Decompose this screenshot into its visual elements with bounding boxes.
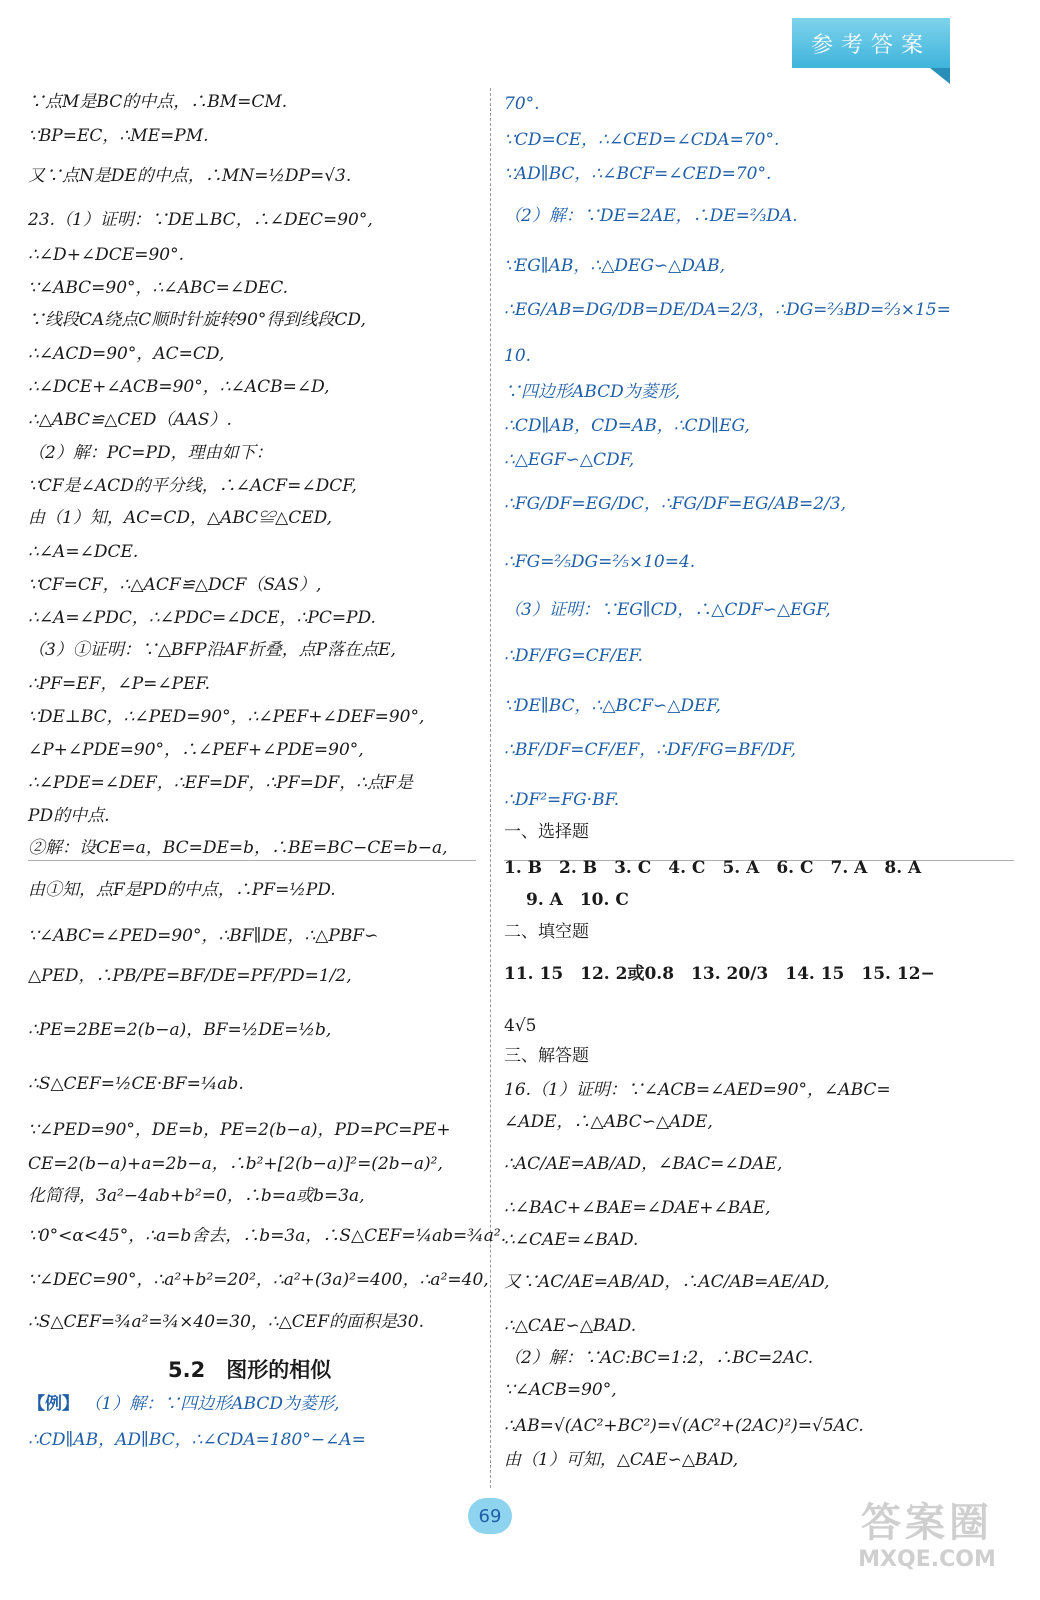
choice-answers-line: 1. B 2. B 3. C 4. C 5. A 6. C 7. A 8. A	[504, 858, 922, 878]
text-line: （3）证明：∵EG∥CD，∴△CDF∽△EGF,	[504, 600, 831, 620]
text-line: ∵四边形ABCD为菱形,	[504, 382, 681, 402]
text-line: 又∵AC/AE=AB/AD，∴AC/AB=AE/AD,	[504, 1272, 830, 1292]
text-line: ∠ADE，∴△ABC∽△ADE,	[504, 1112, 713, 1132]
text-line: ∴∠CAE=∠BAD.	[504, 1230, 639, 1250]
text-line: ∵BP=EC，∴ME=PM.	[28, 126, 209, 146]
text-line: ∴△EGF∽△CDF,	[504, 450, 635, 470]
text-line: ∵∠ABC=∠PED=90°，∴BF∥DE，∴△PBF∽	[28, 926, 379, 946]
text-line: ∵CF是∠ACD的平分线，∴∠ACF=∠DCF,	[28, 476, 357, 496]
fill-section-title: 二、填空题	[504, 922, 589, 942]
text-line: ∵EG∥AB，∴△DEG∽△DAB,	[504, 256, 726, 276]
text-line: （2）解：PC=PD，理由如下：	[28, 443, 273, 463]
text-line: ∴∠A=∠PDC，∴∠PDC=∠DCE，∴PC=PD.	[28, 608, 376, 628]
text-line: ∴FG=⅖DG=⅖×10=4.	[504, 552, 696, 572]
text-line: ∴∠ACD=90°，AC=CD,	[28, 344, 225, 364]
text-line: ∴AC/AE=AB/AD，∠BAC=∠DAE,	[504, 1154, 783, 1174]
text-line: ∴PE=2BE=2(b−a)，BF=½DE=½b,	[28, 1020, 332, 1040]
text-line: ∵AD∥BC，∴∠BCF=∠CED=70°.	[504, 164, 772, 184]
choice-answers-line: 9. A 10. C	[526, 890, 629, 910]
answer-badge: 参考答案	[792, 18, 950, 68]
text-line: ∵∠PED=90°，DE=b，PE=2(b−a)，PD=PC=PE+	[28, 1120, 451, 1140]
text-line: ∵CF=CF，∴△ACF≌△DCF（SAS）,	[28, 575, 322, 595]
text-line: ∠P+∠PDE=90°，∴∠PEF+∠PDE=90°,	[28, 740, 364, 760]
text-line: ∵线段CA绕点C顺时针旋转90°得到线段CD,	[28, 310, 366, 330]
text-line: ∴∠D+∠DCE=90°.	[28, 245, 185, 265]
text-line: △PED，∴PB/PE=BF/DE=PF/PD=1/2,	[28, 966, 352, 986]
text-line: ∴DF²=FG·BF.	[504, 790, 620, 810]
watermark-url: MXQE.COM	[858, 1547, 996, 1572]
text-line: ∵∠ABC=90°，∴∠ABC=∠DEC.	[28, 278, 289, 298]
text-line: 70°.	[504, 94, 540, 114]
fill-answers-line: 11. 15 12. 2或0.8 13. 20/3 14. 15 15. 12−	[504, 964, 935, 984]
text-line: ∴DF/FG=CF/EF.	[504, 646, 644, 666]
text-line: ∴∠DCE+∠ACB=90°，∴∠ACB=∠D,	[28, 377, 330, 397]
text-line: ∵DE⊥BC，∴∠PED=90°，∴∠PEF+∠DEF=90°,	[28, 707, 425, 727]
text-line: ∵0°<α<45°，∴a=b舍去，∴b=3a，∴S△CEF=¼ab=¾a².	[28, 1226, 507, 1246]
text-line: ②解：设CE=a，BC=DE=b，∴BE=BC−CE=b−a,	[28, 838, 448, 858]
text-line: ∴CD∥AB，CD=AB，∴CD∥EG,	[504, 416, 750, 436]
watermark-logo-text: 答案圈	[861, 1500, 993, 1546]
problem-16-line: 16.（1）证明：∵∠ACB=∠AED=90°，∠ABC=	[504, 1080, 891, 1100]
site-watermark	[842, 1500, 1012, 1590]
text-line: ∴∠BAC+∠BAE=∠DAE+∠BAE,	[504, 1198, 771, 1218]
page-number: 69	[468, 1498, 512, 1534]
text-line: ∴∠PDE=∠DEF，∴EF=DF，∴PF=DF，∴点F是	[28, 773, 413, 793]
text-line: 由（1）可知，△CAE∽△BAD,	[504, 1450, 739, 1470]
example-line: ∴CD∥AB，AD∥BC，∴∠CDA=180°−∠A=	[28, 1430, 366, 1450]
text-line: （2）解：∵DE=2AE，∴DE=⅔DA.	[504, 206, 798, 226]
text-line: 由①知，点F是PD的中点，∴PF=½PD.	[28, 880, 336, 900]
badge-tail	[930, 68, 950, 84]
text-line: ∵DE∥BC，∴△BCF∽△DEF,	[504, 696, 721, 716]
text-line: ∴∠A=∠DCE.	[28, 542, 139, 562]
text-line: （3）①证明：∵△BFP沿AF折叠，点P落在点E,	[28, 640, 396, 660]
text-line: （2）解：∵AC:BC=1:2，∴BC=2AC.	[504, 1348, 814, 1368]
text-line: ∵CD=CE，∴∠CED=∠CDA=70°.	[504, 130, 780, 150]
text-line: ∴FG/DF=EG/DC，∴FG/DF=EG/AB=2/3,	[504, 494, 847, 514]
text-line: ∴PF=EF，∠P=∠PEF.	[28, 674, 211, 694]
text-line: ∵∠DEC=90°，∴a²+b²=20²，∴a²+(3a)²=400，∴a²=40,	[28, 1270, 489, 1290]
choice-section-title: 一、选择题	[504, 822, 589, 842]
example-label: 【例】	[28, 1394, 79, 1414]
left-separator	[28, 860, 476, 861]
text-line: CE=2(b−a)+a=2b−a，∴b²+[2(b−a)]²=(2b−a)²,	[28, 1154, 443, 1174]
text-line: ∴S△CEF=¾a²=¾×40=30，∴△CEF的面积是30.	[28, 1312, 425, 1332]
text-line: PD的中点.	[28, 806, 110, 826]
text-line: ∴S△CEF=½CE·BF=¼ab.	[28, 1074, 244, 1094]
solve-section-title: 三、解答题	[504, 1046, 589, 1066]
example-line: （1）解：∵四边形ABCD为菱形,	[84, 1394, 340, 1414]
text-line: 化简得，3a²−4ab+b²=0，∴b=a或b=3a,	[28, 1186, 365, 1206]
text-line: 又∵点N是DE的中点，∴MN=½DP=√3.	[28, 166, 352, 186]
text-line: ∵点M是BC的中点，∴BM=CM.	[28, 92, 288, 112]
column-divider	[490, 88, 491, 1488]
text-line: ∴AB=√(AC²+BC²)=√(AC²+(2AC)²)=√5AC.	[504, 1416, 864, 1436]
text-line: ∵∠ACB=90°,	[504, 1380, 617, 1400]
text-line: ∴BF/DF=CF/EF，∴DF/FG=BF/DF,	[504, 740, 797, 760]
text-line: ∴△ABC≌△CED（AAS）.	[28, 410, 232, 430]
fill-answers-line: 4√5	[504, 1016, 537, 1036]
text-line: 10.	[504, 346, 532, 366]
section-title: 5.2 图形的相似	[168, 1358, 332, 1382]
text-line: ∴EG/AB=DG/DB=DE/DA=2/3，∴DG=⅔BD=⅔×15=	[504, 300, 951, 320]
text-line: 由（1）知，AC=CD，△ABC≌△CED,	[28, 508, 333, 528]
problem-23-line: 23.（1）证明：∵DE⊥BC，∴∠DEC=90°,	[28, 210, 373, 230]
text-line: ∴△CAE∽△BAD.	[504, 1316, 637, 1336]
